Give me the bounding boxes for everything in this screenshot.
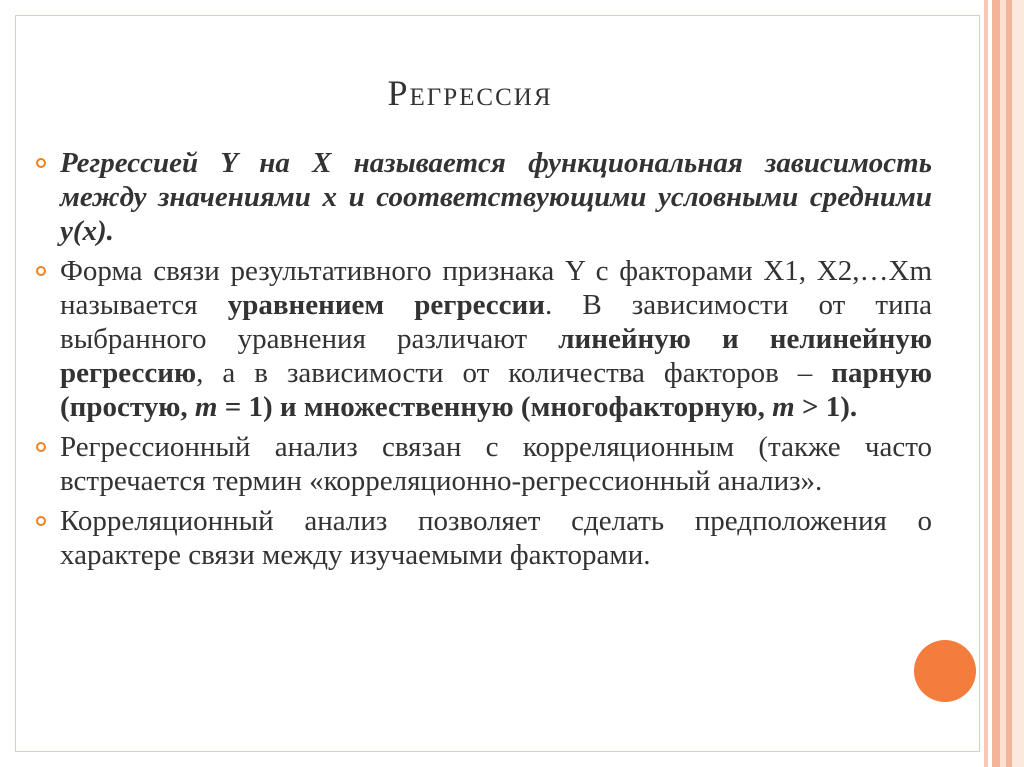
bold-term-multiple: = 1) и множественную (многофакторную, xyxy=(217,391,773,423)
bullet-item-1 xyxy=(38,146,932,248)
bullet-text: Регрессией Y на X называется функциональная зависимость между значениями x и соответствующими условными средними y(x). xyxy=(60,147,932,247)
bold-term-pair: парную (простую, xyxy=(60,357,932,423)
bullet-text: Корреляционный анализ позволяет сделать предположения о характере связи между изучаемыми факторами. xyxy=(60,505,932,571)
bullet-item-2 xyxy=(38,254,932,424)
bullet-circle-icon xyxy=(36,158,46,168)
bullet-item-4 xyxy=(38,504,932,572)
decorative-circle xyxy=(914,640,976,702)
bold-term-end: > 1). xyxy=(794,391,858,423)
slide-title: Регрессия xyxy=(387,73,553,113)
bold-term-linear-nonlinear: линейную и нелинейную регрессию xyxy=(60,323,932,389)
bullet-list xyxy=(38,146,932,578)
bullet-text-part: Форма связи результативного признака Y с факторами X1, X2,…Xm называется xyxy=(60,255,932,321)
bold-term-regression-equation: уравнением регрессии xyxy=(227,289,545,321)
italic-m-2: m xyxy=(772,391,795,423)
bullet-item-3 xyxy=(38,430,932,498)
italic-m-1: m xyxy=(194,391,218,423)
bullet-text: Регрессионный анализ связан с корреляционным (также часто встречается термин «корреляционно-регрессионный анализ». xyxy=(60,431,932,497)
decorative-stripes xyxy=(980,0,1024,767)
bullet-circle-icon xyxy=(36,516,46,526)
bullet-text-part: . В зависимости от типа выбранного уравнения различают xyxy=(60,289,932,355)
bullet-text-part: , а в зависимости от количества факторов – xyxy=(196,357,832,389)
bullet-circle-icon xyxy=(36,266,46,276)
bullet-circle-icon xyxy=(36,442,46,452)
